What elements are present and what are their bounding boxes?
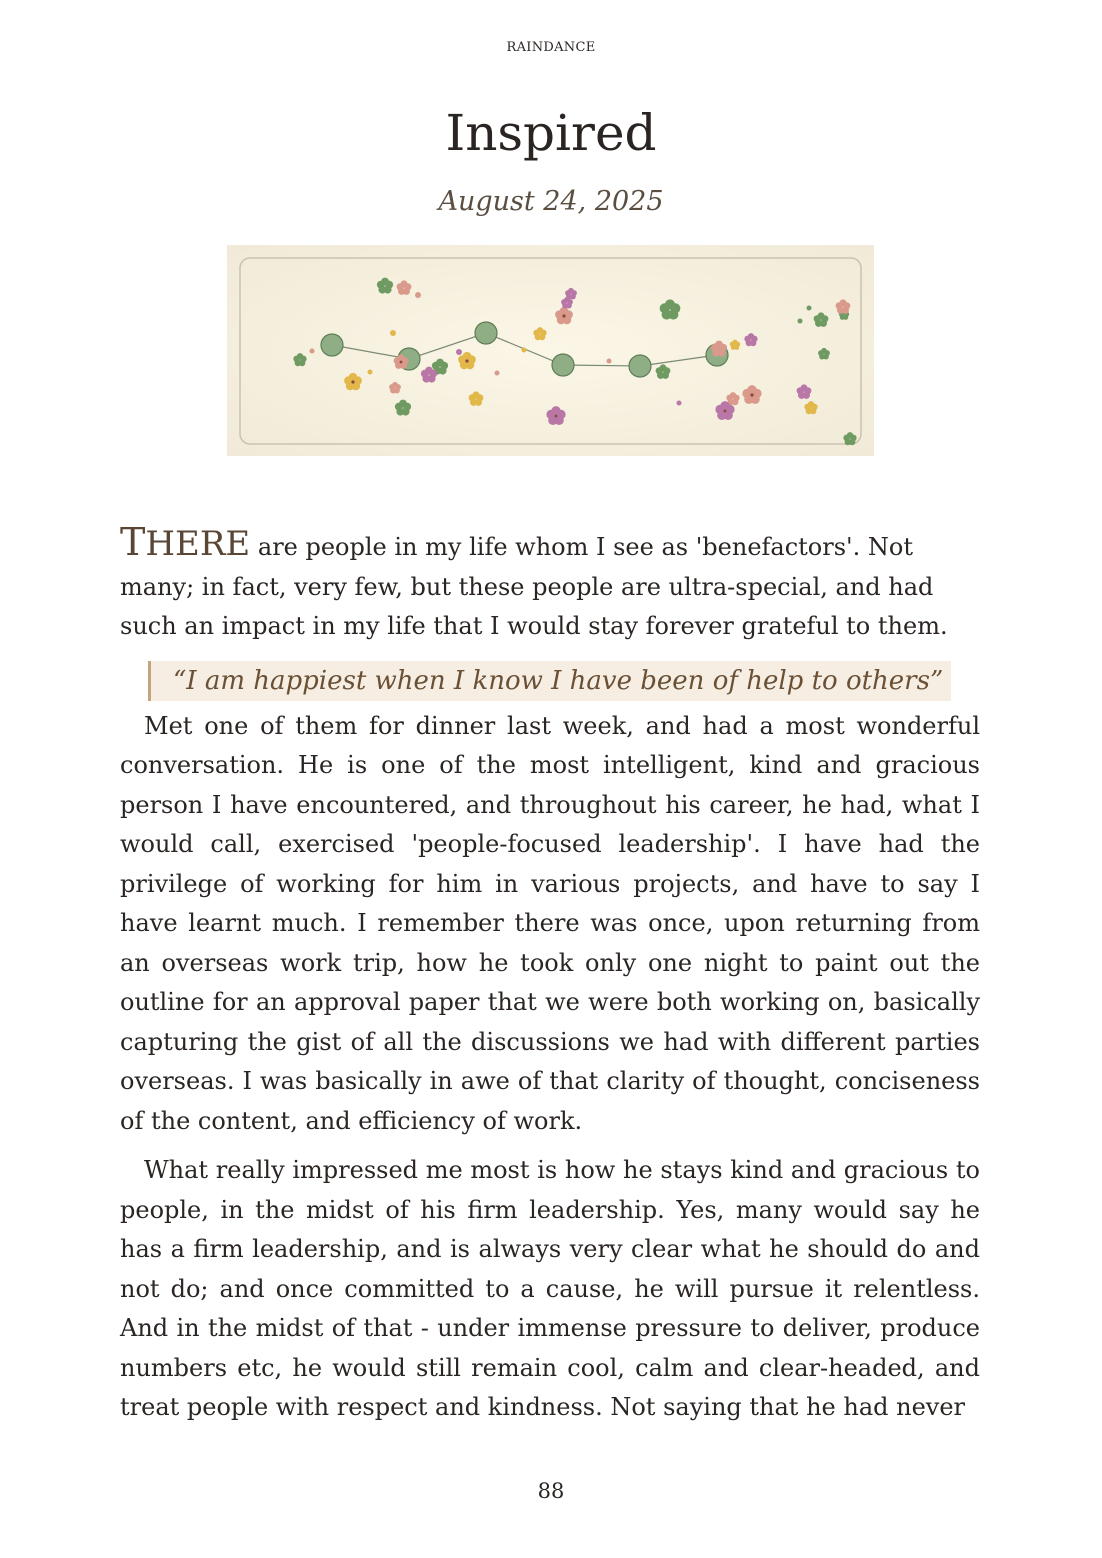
running-head: RAINDANCE bbox=[506, 40, 596, 55]
floral-illustration bbox=[227, 245, 874, 456]
pull-quote: “I am happiest when I know I have been of help to others” bbox=[148, 661, 951, 701]
intro-text: are people in my life whom I see as 'benefactors'. Not many; in fact, very few, but these people are ultra-special, and had such an impact in my life that I would stay forever grateful to them. bbox=[120, 533, 948, 640]
body-paragraph-2: What really impressed me most is how he stays kind and gracious to people, in the midst of his firm leadership. Yes, many would say he has a firm leadership, and is always very clear what he should do and not do; and once committed to a cause, he will pursue it relentless. And in the midst of that - under immense pressure to deliver, produce numbers etc, he would still remain cool, calm and clear-headed, and treat people with respect and kindness. Not saying that he had never bbox=[120, 1156, 980, 1421]
entry-date: August 24, 2025 bbox=[438, 186, 664, 217]
body-text bbox=[120, 520, 980, 1428]
intro-paragraph bbox=[120, 520, 980, 647]
lead-word-rest: HERE bbox=[145, 524, 251, 564]
lead-letter: T bbox=[120, 520, 146, 564]
pull-quote-wrapper bbox=[120, 647, 980, 697]
lead-word bbox=[120, 520, 251, 564]
body-paragraph-1: Met one of them for dinner last week, and had a most wonderful conversation. He is one of the most intelligent, kind and gracious person I have encountered, and throughout his career, he had, what I would call, exercised 'people-focused leadership'. I have had the privilege of working for him in various projects, and have to say I have learnt much. I remember there was once, upon returning from an overseas work trip, how he took only one night to paint out the outline for an approval paper that we were both working on, basically capturing the gist of all the discussions we had with different parties overseas. I was basically in awe of that clarity of thought, conciseness of the content, and efficiency of work. bbox=[120, 711, 980, 1135]
page-number: 88 bbox=[537, 1479, 565, 1503]
page-title: Inspired bbox=[445, 104, 657, 162]
